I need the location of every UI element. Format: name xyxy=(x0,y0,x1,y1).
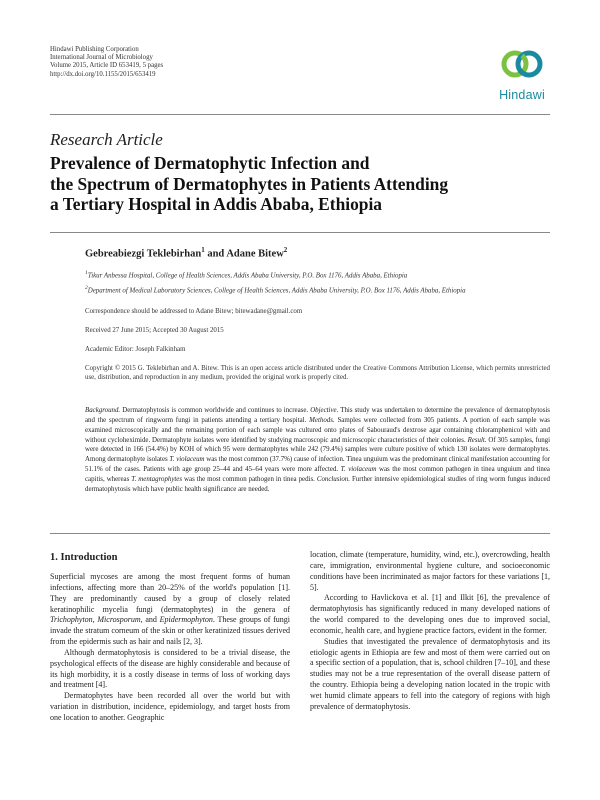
body-column-left xyxy=(50,572,290,724)
abstract-divider xyxy=(50,533,550,534)
title-line: the Spectrum of Dermatophytes in Patients Attending xyxy=(50,173,449,194)
body-paragraph: Dermatophytes have been recorded all over the world but with variation in distribution, incidence, epidemiology, and target hosts from one location to another. Geographic xyxy=(50,691,290,722)
title-divider xyxy=(50,232,550,233)
abstract-text: Dermatophytosis is common worldwide and continues to increase. xyxy=(120,407,311,414)
genus-name: Epidermophyton xyxy=(159,615,213,625)
abstract-text: was the most common pathogen in tinea unguium and tinea capitis, whereas xyxy=(85,466,550,483)
copyright-notice: Copyright © 2015 G. Teklebirhan and A. Bitew. This is an open access article distributed under the Creative Commons Attribution License, which permits unrestricted use, distribution, and reproduction in any medium, provided the original work is properly cited. xyxy=(85,365,550,381)
body-paragraph: Studies that investigated the prevalence of dermatophytosis and its etiologic agents in Ethiopia are few and most of them were carried out on a specific section of a population, that is, school children [7–10], and these studies may not be a true representation of the overall disease pattern of the country. Ethiopia being a developing nation located in the tropic with wet humid climate appears to fell into the category of regions with high prevalence of dermatophytosis. xyxy=(310,636,550,711)
paper-title xyxy=(50,153,550,215)
abstract-label: Background. xyxy=(85,407,121,414)
publisher-name: Hindawi Publishing Corporation xyxy=(50,46,139,53)
abstract-text: Samples were collected from 305 patients. A portion of each sample was examined microscopically and the remaining portion of each sample was cultured onto plates of Sabouraud's dextrose agar containing chloramphenicol with and without cycloheximide. Dermatophyte isolates were identified by studying macroscopic and microscopic characteristics of their colonies. xyxy=(85,416,550,444)
academic-editor: Academic Editor: Joseph Falkinham xyxy=(85,346,186,353)
affiliation xyxy=(85,285,466,294)
journal-header xyxy=(50,46,163,79)
author-affiliation-marker: 2 xyxy=(283,246,288,254)
abstract-text: This study was undertaken to determine the prevalence of dermatophytosis and the spectrum of ringworm fungi in patients attending a tertiary hospital. xyxy=(85,407,550,424)
author-name: Adane Bitew xyxy=(226,248,284,260)
genus-name: Microsporum xyxy=(97,615,141,625)
body-paragraph: According to Havlickova et al. [1] and Ilkit [6], the prevalence of dermatophytosis has significantly reduced in many developed nations of the world compared to the developing ones due to improved social, economic, health care, and hygiene practice factors, evident in the former. xyxy=(310,593,550,635)
abstract-label: Conclusion. xyxy=(316,475,350,483)
journal-name: International Journal of Microbiology xyxy=(50,54,153,62)
title-line: Prevalence of Dermatophytic Infection and xyxy=(50,153,370,173)
author-conjunction: and xyxy=(204,248,227,260)
abstract-text: Of 305 samples, fungi were detected in 166 (54.4%) by KOH of which 95 were dermatophytes while 242 (79.4%) samples were culture positive of which 130 isolates were dermatophytes. Among dermatophyte isolates xyxy=(85,436,551,464)
volume-info: Volume 2015, Article ID 653419, 5 pages xyxy=(50,62,164,70)
correspondence: Correspondence should be addressed to Adane Bitew; bitewadane@gmail.com xyxy=(85,308,303,315)
logo-text: Hindawi xyxy=(499,88,545,102)
article-type: Research Article xyxy=(50,130,163,149)
abstract-text: Further intensive epidemiological studies of ring worm fungus induced dermatophytosis which have public health significance are needed. xyxy=(85,475,551,493)
body-column-right xyxy=(310,550,550,713)
hindawi-rings-icon xyxy=(494,44,550,86)
body-paragraph xyxy=(50,572,290,648)
paragraph-text: Superficial mycoses are among the most frequent forms of human infections, affecting more than 20–25% of the world's population [1]. They are predominantly caused by a group of closely related keratinophilic mycelia fungi (dermatophytes) in the genera of xyxy=(50,572,290,614)
header-divider xyxy=(50,114,550,115)
abstract-label: Result. xyxy=(467,436,487,444)
affiliation-marker: 2 xyxy=(85,285,88,291)
affiliation-text: Tikur Anbessa Hospital, College of Health Sciences, Addis Ababa University, P.O. Box 1176, Addis Ababa, Ethiopia xyxy=(87,272,408,280)
body-paragraph: location, climate (temperature, humidity, wind, etc.), overcrowding, health care, immigration, environmental hygiene culture, and socioeconomic conditions have been incriminated as major factors for these variations [1, 5]. xyxy=(310,550,550,592)
paragraph-text: , xyxy=(92,615,98,625)
paragraph-text: . These groups of fungi invade the stratum corneum of the skin or other keratinized tissues derived from the epidermis such as hair and nails [2, 3]. xyxy=(50,615,290,647)
section-heading: 1. Introduction xyxy=(50,552,118,563)
doi-link[interactable]: http://dx.doi.org/10.1155/2015/653419 xyxy=(50,70,156,78)
abstract-label: Objective. xyxy=(310,407,339,414)
abstract xyxy=(85,406,550,495)
species-name: T. mentagrophytes xyxy=(131,475,183,483)
abstract-text: was the most common (37.7%) cause of infection. Tinea unguium was the predominant clinical manifestation accounting for 51.1% of the cases. Patients with age group 25–44 and 45–64 years were more affected. xyxy=(85,456,550,474)
paragraph-text: , and xyxy=(140,615,160,625)
affiliation xyxy=(85,270,407,279)
body-paragraph: Although dermatophytosis is considered to be a trivial disease, the psychological effects of the disease are highly considerable and because of its high morbidity, it is a costly disease in terms of loss of working days and treatment [4]. xyxy=(50,647,290,690)
genus-name: Trichophyton xyxy=(50,615,93,625)
species-name: T. violaceum xyxy=(340,466,377,474)
author-affiliation-marker: 1 xyxy=(201,246,205,254)
abstract-label: Methods. xyxy=(309,416,335,424)
species-name: T. violaceum xyxy=(169,456,205,464)
title-line: a Tertiary Hospital in Addis Ababa, Ethiopia xyxy=(50,194,382,214)
abstract-text: was the most common pathogen in tinea pedis. xyxy=(182,475,317,483)
affiliation-text: Department of Medical Laboratory Sciences, College of Health Sciences, Addis Ababa University, P.O. Box 1176, Addis Ababa, Ethiopia xyxy=(87,287,466,295)
author-list xyxy=(85,246,287,260)
affiliation-marker: 1 xyxy=(85,270,88,276)
received-accepted-dates: Received 27 June 2015; Accepted 30 August 2015 xyxy=(85,327,224,334)
author-name: Gebreabiezgi Teklebirhan xyxy=(85,248,202,260)
hindawi-logo xyxy=(494,44,550,102)
